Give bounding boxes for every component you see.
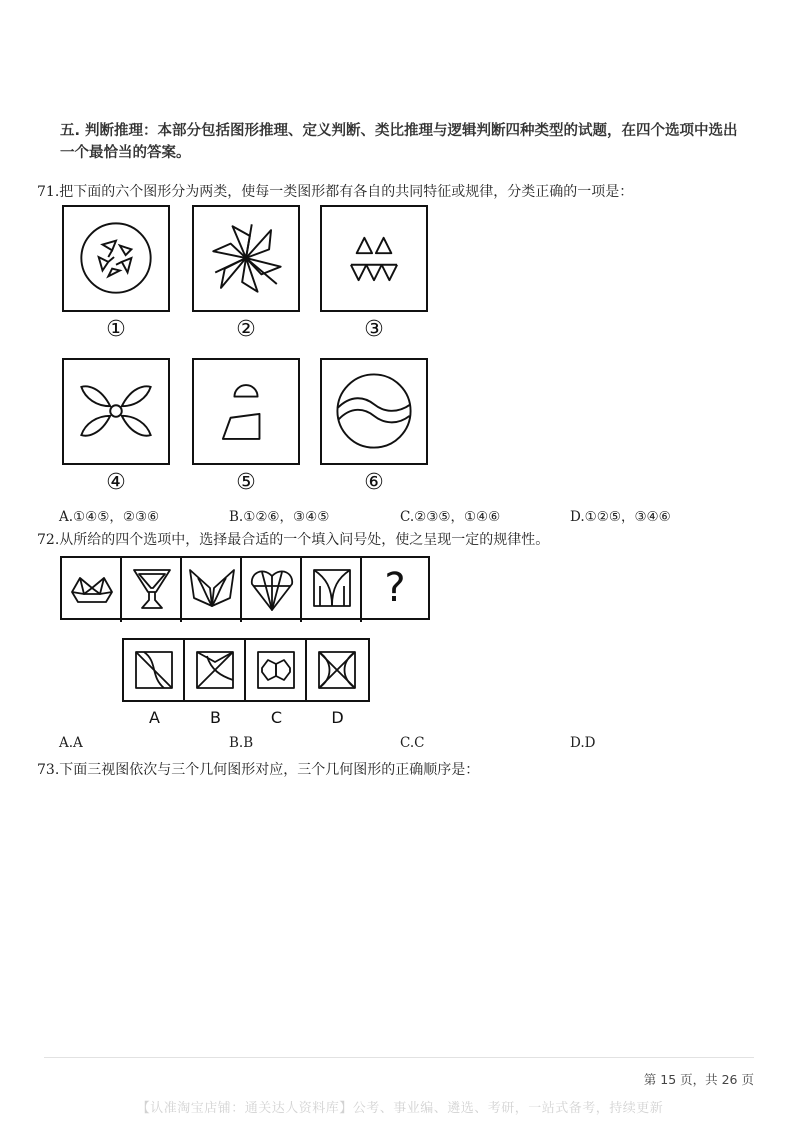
q72-option-b[interactable]: B.B: [229, 735, 254, 751]
q72-answer-label-d: D: [331, 708, 344, 727]
square-double-hexagon-figure: [246, 640, 307, 700]
q71-option-b[interactable]: B.①②⑥，③④⑤: [229, 509, 330, 525]
q71-label-5: ⑤: [236, 470, 256, 495]
square-diagonal-arc-figure: [185, 640, 246, 700]
q71-option-c[interactable]: C.②③⑤，①④⑥: [400, 509, 501, 525]
q71-figure-2: [192, 205, 300, 312]
q72-answer-figure-d[interactable]: [307, 640, 368, 700]
split-circle-figure: [322, 360, 426, 463]
question-mark: ?: [384, 565, 406, 611]
pinwheel-circle-figure: [64, 207, 168, 310]
q72-answer-label-b: B: [210, 708, 221, 727]
semicircle-trapezoid-figure: [194, 360, 298, 463]
watermark-text: 【认准淘宝店铺：通关达人资料库】公考、事业编、遴选、考研，一站式备考，持续更新: [136, 1101, 664, 1116]
q71-figure-5: [192, 358, 300, 465]
q72-seq-figure-1: [62, 558, 122, 622]
q72-sequence-strip: [60, 556, 430, 620]
goblet-figure: [122, 558, 182, 618]
q72-answer-label-a: A: [149, 708, 160, 727]
q71-figure-1: [62, 205, 170, 312]
q72-seq-figure-4: [242, 558, 302, 622]
q72-answer-figure-b[interactable]: [185, 640, 246, 700]
section-heading: 五. 判断推理：本部分包括图形推理、定义判断、类比推理与逻辑判断四种类型的试题，在四个选项中选出一个最恰当的答案。: [60, 123, 738, 161]
star-triangles-figure: [194, 207, 298, 310]
q72-answers-strip: [122, 638, 370, 702]
q71-option-d[interactable]: D.①②⑤，③④⑥: [570, 509, 671, 525]
q71-figure-4: [62, 358, 170, 465]
q71-label-6: ⑥: [364, 470, 384, 495]
footer-divider: [44, 1057, 754, 1058]
q72-option-d[interactable]: D.D: [570, 735, 596, 751]
square-crossed-arcs-figure: [307, 640, 368, 700]
hat-shape-figure: [62, 558, 122, 618]
q72-option-c[interactable]: C.C: [400, 735, 425, 751]
q72-seq-figure-3: [182, 558, 242, 622]
q72-seq-figure-5: [302, 558, 362, 622]
q71-label-1: ①: [106, 317, 126, 342]
triangles-figure: [322, 207, 426, 310]
question-72-text: 72.从所给的四个选项中，选择最合适的一个填入问号处，使之呈现一定的规律性。: [37, 532, 550, 548]
q71-label-3: ③: [364, 317, 384, 342]
q71-figure-6: [320, 358, 428, 465]
q71-label-2: ②: [236, 317, 256, 342]
square-x-curve-figure: [124, 640, 185, 700]
q71-figure-3: [320, 205, 428, 312]
question-73-text: 73.下面三视图依次与三个几何图形对应，三个几何图形的正确顺序是：: [37, 762, 480, 778]
page-number: 第 15 页，共 26 页: [643, 1072, 754, 1087]
q72-option-a[interactable]: A.A: [59, 735, 83, 751]
q72-answer-figure-a[interactable]: [124, 640, 185, 700]
q72-seq-figure-2: [122, 558, 182, 622]
q71-option-a[interactable]: A.①④⑤，②③⑥: [59, 509, 160, 525]
q72-answer-figure-c[interactable]: [246, 640, 307, 700]
petals-circle-figure: [64, 360, 168, 463]
q71-label-4: ④: [106, 470, 126, 495]
q72-question-cell: [362, 558, 428, 622]
butterfly-figure: [182, 558, 242, 618]
question-71-text: 71.把下面的六个图形分为两类，使每一类图形都有各自的共同特征或规律，分类正确的一项是：: [37, 184, 634, 200]
heart-figure: [242, 558, 302, 618]
q72-answer-label-c: C: [270, 708, 283, 727]
arch-figure: [302, 558, 362, 618]
